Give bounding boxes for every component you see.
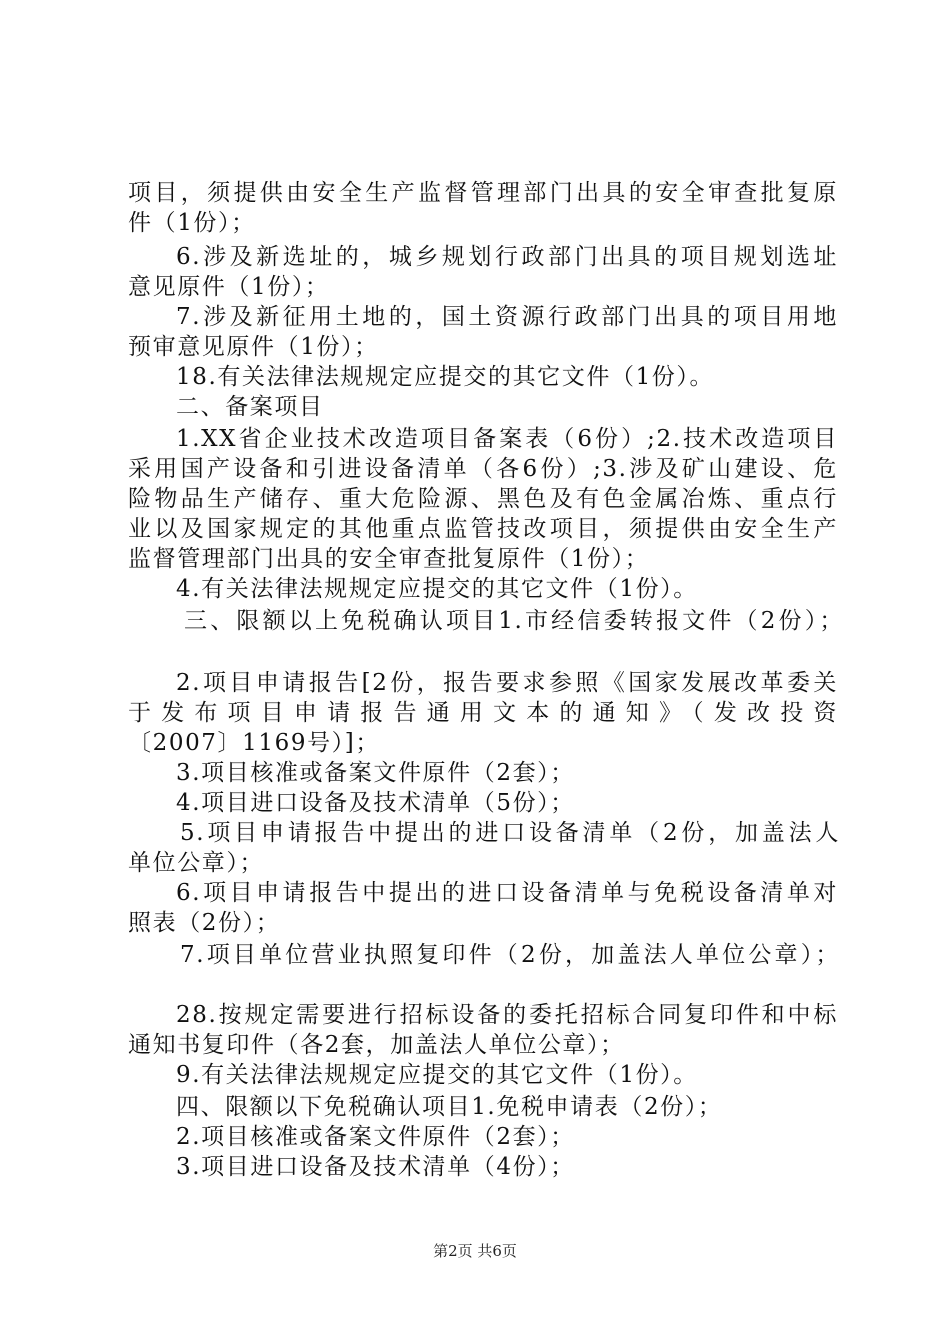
text-line: 件（1份）； xyxy=(128,210,256,236)
text-line: 2.项目核准或备案文件原件（2套）； xyxy=(176,1124,575,1150)
text-line: 28.按规定需要进行招标设备的委托招标合同复印件和中标 xyxy=(176,1002,838,1028)
page-number-footer: 第2页 共6页 xyxy=(433,1242,517,1260)
text-line: 预审意见原件（1份）； xyxy=(128,334,379,360)
text-line: 3.项目进口设备及技术清单（4份）； xyxy=(176,1154,575,1180)
text-line: 通知书复印件（各2套，加盖法人单位公章）； xyxy=(128,1032,625,1058)
text-line: 单位公章）； xyxy=(128,850,265,876)
text-line: 〔2007〕1169号）]； xyxy=(128,730,380,756)
text-line: 7.涉及新征用土地的，国土资源行政部门出具的项目用地 xyxy=(176,304,838,330)
text-line: 9.有关法律法规规定应提交的其它文件（1份）。 xyxy=(176,1062,698,1088)
text-line: 监督管理部门出具的安全审查批复原件（1份）； xyxy=(128,546,650,572)
section-heading: 二、备案项目 xyxy=(176,394,324,420)
section-heading: 四、限额以下免税确认项目1.免税申请表（2份）； xyxy=(176,1094,723,1120)
text-line: 2.项目申请报告[2份，报告要求参照《国家发展改革委关 xyxy=(176,670,838,696)
text-line: 险物品生产储存、重大危险源、黑色及有色金属冶炼、重点行 xyxy=(128,486,838,512)
section-heading: 三、限额以上免税确认项目1.市经信委转报文件（2份）； xyxy=(184,608,844,634)
text-line: 采用国产设备和引进设备清单（各6份）;3.涉及矿山建设、危 xyxy=(128,456,838,482)
text-line: 6.项目申请报告中提出的进口设备清单与免税设备清单对 xyxy=(176,880,838,906)
text-line: 业以及国家规定的其他重点监管技改项目，须提供由安全生产 xyxy=(128,516,838,542)
text-line: 18.有关法律法规规定应提交的其它文件（1份）。 xyxy=(176,364,715,390)
text-line: 1.XX省企业技术改造项目备案表（6份）;2.技术改造项目 xyxy=(176,426,838,452)
text-line: 4.项目进口设备及技术清单（5份）； xyxy=(176,790,575,816)
text-line: 5.项目申请报告中提出的进口设备清单（2份，加盖法人 xyxy=(180,820,840,846)
text-line: 项目，须提供由安全生产监督管理部门出具的安全审查批复原 xyxy=(128,180,838,206)
text-line: 于发布项目申请报告通用文本的通知》（发改投资 xyxy=(128,700,838,726)
text-line: 3.项目核准或备案文件原件（2套）； xyxy=(176,760,575,786)
text-line: 7.项目单位营业执照复印件（2份，加盖法人单位公章）； xyxy=(180,942,840,968)
text-line: 6.涉及新选址的，城乡规划行政部门出具的项目规划选址 xyxy=(176,244,838,270)
text-line: 意见原件（1份）； xyxy=(128,274,330,300)
text-line: 照表（2份）； xyxy=(128,910,281,936)
text-line: 4.有关法律法规规定应提交的其它文件（1份）。 xyxy=(176,576,698,602)
